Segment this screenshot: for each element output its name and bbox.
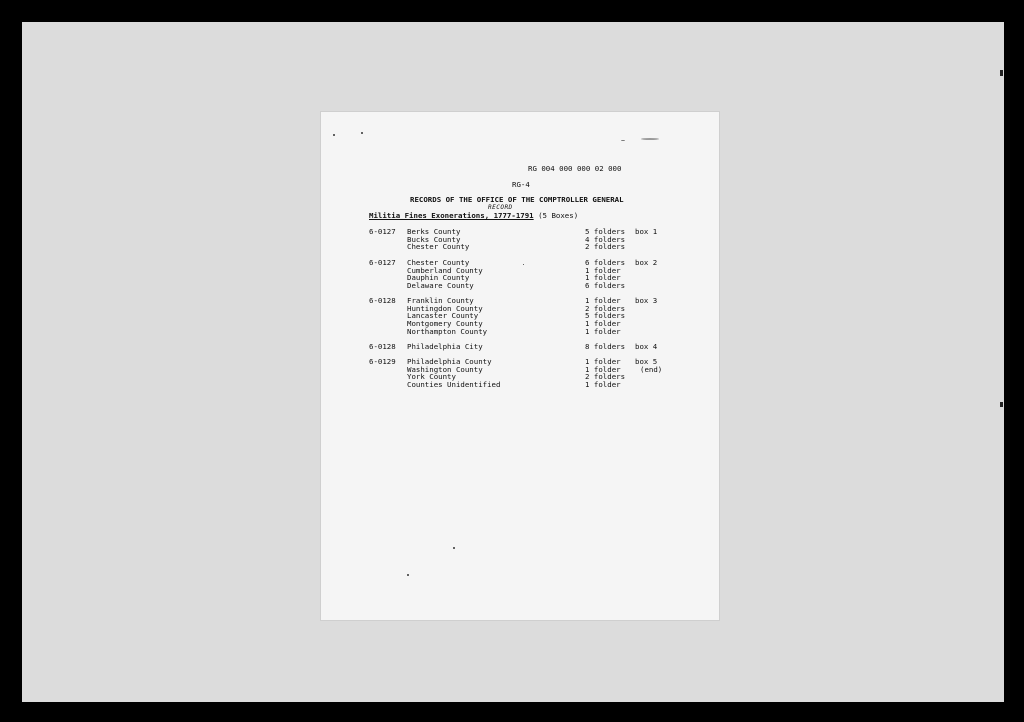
series-extent: (5 Boxes) bbox=[538, 211, 579, 220]
folder-count: 1 folder bbox=[585, 265, 621, 275]
county-name: Huntingdon County bbox=[407, 303, 483, 313]
series-code: 6-0127 bbox=[369, 227, 396, 236]
series-code: 6-0127 bbox=[369, 258, 396, 267]
box-label: box 3 bbox=[635, 296, 658, 305]
county-name: Berks County bbox=[407, 227, 461, 236]
folder-count: 1 folder bbox=[585, 296, 621, 305]
county-name: Counties Unidentified bbox=[407, 380, 501, 390]
county-name: Montgomery County bbox=[407, 319, 483, 329]
box-label: box 5 bbox=[635, 357, 658, 366]
county-name: Philadelphia County bbox=[407, 357, 492, 366]
folder-count: 1 folder bbox=[585, 380, 621, 390]
box-label: box 1 bbox=[635, 227, 658, 236]
county-name: Northampton County bbox=[407, 326, 488, 336]
speck bbox=[333, 134, 335, 136]
document-page bbox=[321, 112, 719, 620]
scan-edge-mark bbox=[1000, 70, 1003, 76]
speck bbox=[453, 547, 455, 549]
series-code: 6-0129 bbox=[369, 357, 396, 366]
folder-count: 2 folders bbox=[585, 303, 626, 313]
county-name: Delaware County bbox=[407, 281, 474, 291]
county-name: Dauphin County bbox=[407, 273, 470, 283]
county-name: Bucks County bbox=[407, 234, 461, 244]
series-title: Militia Fines Exonerations, 1777-1791 bbox=[369, 211, 534, 220]
speck bbox=[407, 574, 409, 576]
speck bbox=[361, 132, 363, 134]
box-label: box 2 bbox=[635, 258, 658, 267]
series-heading bbox=[369, 212, 578, 220]
folder-count: 1 folder bbox=[585, 326, 621, 336]
folder-count: 4 folders bbox=[585, 234, 626, 244]
county-name: Chester County bbox=[407, 258, 470, 267]
folder-count: 2 folders bbox=[585, 242, 626, 252]
folder-count: 2 folders bbox=[585, 372, 626, 382]
county-name: Philadelphia City bbox=[407, 342, 483, 351]
speck bbox=[523, 264, 524, 265]
scan-edge-mark bbox=[1000, 402, 1003, 407]
speck bbox=[641, 138, 659, 140]
folder-count: 6 folders bbox=[585, 281, 626, 291]
folder-count: 1 folder bbox=[585, 364, 621, 374]
folder-count: 1 folder bbox=[585, 319, 621, 329]
folder-count: 1 folder bbox=[585, 357, 621, 366]
county-name: Lancaster County bbox=[407, 311, 479, 321]
handwritten-note: RECORD bbox=[488, 204, 513, 211]
folder-count: 8 folders bbox=[585, 342, 626, 351]
folder-count: 5 folders bbox=[585, 311, 626, 321]
county-name: Washington County bbox=[407, 364, 483, 374]
county-name: Cumberland County bbox=[407, 265, 483, 275]
record-group-number: RG 004 000 000 02 000 bbox=[528, 164, 622, 173]
county-name: York County bbox=[407, 372, 456, 382]
box-note: (end) bbox=[640, 364, 663, 374]
series-code: 6-0128 bbox=[369, 296, 396, 305]
series-code: 6-0128 bbox=[369, 342, 396, 351]
record-group-short: RG-4 bbox=[512, 180, 530, 189]
folder-count: 1 folder bbox=[585, 273, 621, 283]
folder-count: 5 folders bbox=[585, 227, 626, 236]
speck bbox=[621, 140, 625, 141]
county-name: Chester County bbox=[407, 242, 470, 252]
box-label: box 4 bbox=[635, 342, 658, 351]
county-name: Franklin County bbox=[407, 296, 474, 305]
folder-count: 6 folders bbox=[585, 258, 626, 267]
document-title: RECORDS OF THE OFFICE OF THE COMPTROLLER GENERAL bbox=[410, 195, 624, 204]
